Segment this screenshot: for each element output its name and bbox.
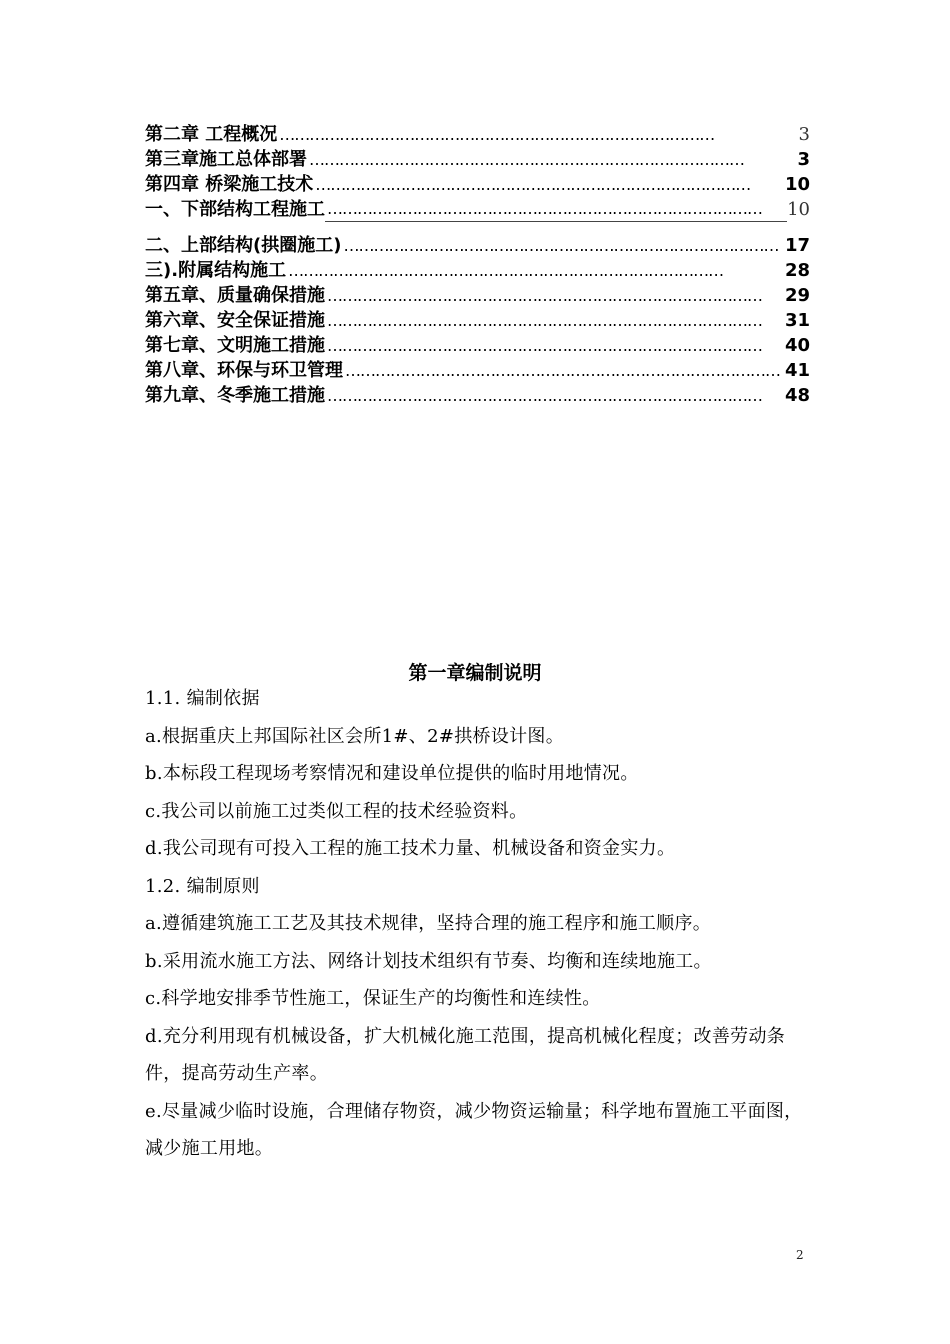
toc-entry-title: 第九章、冬季施工措施 (145, 385, 325, 406)
toc-entry-page: 40 (784, 335, 810, 356)
toc-leader: …………………………………………………………………………… (327, 286, 762, 305)
section-heading: 1.2. 编制原则 (145, 875, 260, 897)
paragraph: c.我公司以前施工过类似工程的技术经验资料。 (145, 800, 528, 822)
page-number: 2 (796, 1248, 804, 1262)
toc-entry-page: 41 (784, 360, 810, 381)
toc-entry-page: 10 (784, 174, 810, 195)
toc-leader: …………………………………………………………………………… (327, 386, 762, 405)
toc-entry-title: 第三章施工总体部署 (145, 149, 307, 170)
toc-entry-page: 17 (784, 235, 810, 256)
toc-entry-page: 28 (784, 260, 810, 281)
toc-entry-title: 三).附属结构施工 (145, 260, 287, 281)
chapter-title: 第一章编制说明 (408, 662, 542, 684)
toc-leader: …………………………………………………………………………… (325, 197, 787, 222)
toc-leader: …………………………………………………………………………… (309, 150, 744, 169)
toc-entry[interactable] (145, 283, 810, 308)
paragraph: a.根据重庆上邦国际社区会所1#、2#拱桥设计图。 (145, 725, 565, 747)
toc-entry-title: 第八章、环保与环卫管理 (145, 360, 343, 381)
toc-entry-title: 第二章 工程概况 (145, 124, 278, 145)
toc-entry-title: 第七章、文明施工措施 (145, 335, 325, 356)
paragraph: d.充分利用现有机械设备，扩大机械化施工范围，提高机械化程度；改善劳动条件，提高劳动生产率。 (145, 1025, 786, 1084)
table-of-contents (145, 122, 810, 408)
paragraph: c.科学地安排季节性施工，保证生产的均衡性和连续性。 (145, 988, 601, 1009)
toc-leader: …………………………………………………………………………… (327, 336, 762, 355)
toc-entry-page: 29 (784, 285, 810, 306)
body-text (145, 680, 810, 1168)
section-heading: 1.1. 编制依据 (145, 688, 260, 709)
toc-entry[interactable] (145, 147, 810, 172)
toc-leader: …………………………………………………………………………… (345, 361, 780, 380)
toc-entry-title: 一、下部结构工程施工 (145, 199, 325, 220)
toc-entry-title: 第五章、质量确保措施 (145, 285, 325, 306)
toc-entry[interactable] (145, 122, 810, 147)
toc-leader: …………………………………………………………………………… (315, 175, 751, 194)
toc-entry[interactable] (145, 358, 810, 383)
toc-entry-title: 第六章、安全保证措施 (145, 310, 325, 331)
toc-entry-page: 48 (784, 385, 810, 406)
toc-entry[interactable] (145, 233, 810, 258)
toc-leader: …………………………………………………………………………… (327, 311, 762, 330)
toc-leader: …………………………………………………………………………… (288, 261, 724, 280)
toc-entry-title: 第四章 桥梁施工技术 (145, 174, 314, 195)
paragraph: b.本标段工程现场考察情况和建设单位提供的临时用地情况。 (145, 763, 639, 784)
toc-entry[interactable] (145, 197, 810, 222)
toc-leader: …………………………………………………………………………… (343, 236, 779, 255)
toc-entry-page: 10 (787, 199, 810, 220)
toc-entry[interactable] (145, 172, 810, 197)
toc-entry-page: 3 (797, 149, 810, 170)
paragraph: e.尽量减少临时设施，合理储存物资，减少物资运输量；科学地布置施工平面图，减少施工用地。 (145, 1100, 803, 1159)
toc-entry-title: 二、上部结构(拱圈施工) (145, 235, 342, 256)
toc-entry-page: 31 (784, 310, 810, 331)
toc-entry[interactable] (145, 308, 810, 333)
toc-entry[interactable] (145, 258, 810, 283)
paragraph: a.遵循建筑施工工艺及其技术规律，坚持合理的施工程序和施工顺序。 (145, 913, 712, 934)
paragraph: d.我公司现有可投入工程的施工技术力量、机械设备和资金实力。 (145, 838, 676, 859)
paragraph: b.采用流水施工方法、网络计划技术组织有节奏、均衡和连续地施工。 (145, 950, 712, 972)
toc-entry[interactable] (145, 383, 810, 408)
toc-entry[interactable] (145, 333, 810, 358)
toc-leader: …………………………………………………………………………… (279, 125, 715, 144)
toc-entry-page: 3 (798, 124, 810, 145)
